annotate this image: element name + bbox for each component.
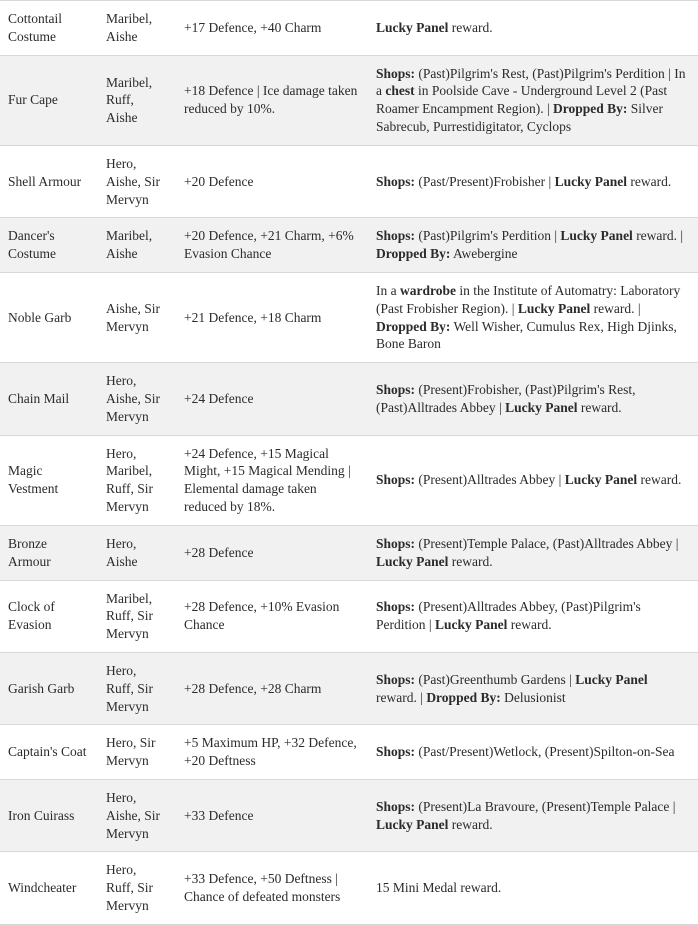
table-row	[0, 272, 698, 362]
notes-cell: Shops: (Past/Present)Frobisher | Lucky Panel reward.	[368, 145, 698, 217]
stats-cell: +5 Maximum HP, +32 Defence, +20 Deftness	[176, 725, 368, 780]
item-name-cell: Noble Garb	[0, 272, 98, 362]
equippable-by-cell: Maribel, Aishe	[98, 1, 176, 56]
stats-cell: +20 Defence, +21 Charm, +6% Evasion Chance	[176, 218, 368, 273]
equippable-by-cell: Hero, Aishe, Sir Mervyn	[98, 780, 176, 852]
equippable-by-cell: Hero, Aishe	[98, 525, 176, 580]
equipment-table-body	[0, 1, 698, 925]
stats-cell: +28 Defence	[176, 525, 368, 580]
equippable-by-cell: Hero, Sir Mervyn	[98, 725, 176, 780]
equippable-by-cell: Hero, Aishe, Sir Mervyn	[98, 145, 176, 217]
equippable-by-cell: Hero, Aishe, Sir Mervyn	[98, 363, 176, 435]
stats-cell: +28 Defence, +10% Evasion Chance	[176, 580, 368, 652]
table-row	[0, 725, 698, 780]
table-row	[0, 780, 698, 852]
stats-cell: +17 Defence, +40 Charm	[176, 1, 368, 56]
equippable-by-cell: Aishe, Sir Mervyn	[98, 272, 176, 362]
notes-cell: Shops: (Present)Frobisher, (Past)Pilgrim's Rest, (Past)Alltrades Abbey | Lucky Panel reward.	[368, 363, 698, 435]
table-row	[0, 852, 698, 924]
notes-cell: Shops: (Present)Alltrades Abbey | Lucky Panel reward.	[368, 435, 698, 525]
table-row	[0, 1, 698, 56]
stats-cell: +20 Defence	[176, 145, 368, 217]
notes-cell: 15 Mini Medal reward.	[368, 852, 698, 924]
notes-cell: Shops: (Past)Pilgrim's Perdition | Lucky Panel reward. | Dropped By: Awebergine	[368, 218, 698, 273]
item-name-cell: Shell Armour	[0, 145, 98, 217]
notes-cell: Shops: (Past)Pilgrim's Rest, (Past)Pilgrim's Perdition | In a chest in Poolside Cave - Underground Level 2 (Past Roamer Encampment Region). | Dropped By: Silver Sabrecub, Purrestidigitator, Cyclops	[368, 55, 698, 145]
stats-cell: +28 Defence, +28 Charm	[176, 652, 368, 724]
table-row	[0, 218, 698, 273]
item-name-cell: Chain Mail	[0, 363, 98, 435]
stats-cell: +33 Defence	[176, 780, 368, 852]
item-name-cell: Fur Cape	[0, 55, 98, 145]
notes-cell: Shops: (Past/Present)Wetlock, (Present)Spilton-on-Sea	[368, 725, 698, 780]
item-name-cell: Magic Vestment	[0, 435, 98, 525]
item-name-cell: Clock of Evasion	[0, 580, 98, 652]
equippable-by-cell: Hero, Ruff, Sir Mervyn	[98, 852, 176, 924]
item-name-cell: Iron Cuirass	[0, 780, 98, 852]
item-name-cell: Cottontail Costume	[0, 1, 98, 56]
stats-cell: +33 Defence, +50 Deftness | Chance of defeated monsters	[176, 852, 368, 924]
stats-cell: +18 Defence | Ice damage taken reduced by 10%.	[176, 55, 368, 145]
equippable-by-cell: Hero, Ruff, Sir Mervyn	[98, 652, 176, 724]
table-row	[0, 55, 698, 145]
stats-cell: +24 Defence, +15 Magical Might, +15 Magical Mending | Elemental damage taken reduced by 18%.	[176, 435, 368, 525]
table-row	[0, 525, 698, 580]
table-row	[0, 363, 698, 435]
item-name-cell: Bronze Armour	[0, 525, 98, 580]
stats-cell: +21 Defence, +18 Charm	[176, 272, 368, 362]
equippable-by-cell: Maribel, Aishe	[98, 218, 176, 273]
item-name-cell: Garish Garb	[0, 652, 98, 724]
notes-cell: Shops: (Present)Alltrades Abbey, (Past)Pilgrim's Perdition | Lucky Panel reward.	[368, 580, 698, 652]
notes-cell: Lucky Panel reward.	[368, 1, 698, 56]
stats-cell: +24 Defence	[176, 363, 368, 435]
equippable-by-cell: Hero, Maribel, Ruff, Sir Mervyn	[98, 435, 176, 525]
item-name-cell: Captain's Coat	[0, 725, 98, 780]
table-row	[0, 580, 698, 652]
notes-cell: Shops: (Present)Temple Palace, (Past)Alltrades Abbey | Lucky Panel reward.	[368, 525, 698, 580]
equippable-by-cell: Maribel, Ruff, Sir Mervyn	[98, 580, 176, 652]
notes-cell: Shops: (Present)La Bravoure, (Present)Temple Palace | Lucky Panel reward.	[368, 780, 698, 852]
table-row	[0, 145, 698, 217]
item-name-cell: Windcheater	[0, 852, 98, 924]
notes-cell: In a wardrobe in the Institute of Automatry: Laboratory (Past Frobisher Region). | Lucky Panel reward. | Dropped By: Well Wisher, Cumulus Rex, High Djinks, Bone Baron	[368, 272, 698, 362]
notes-cell: Shops: (Past)Greenthumb Gardens | Lucky Panel reward. | Dropped By: Delusionist	[368, 652, 698, 724]
item-name-cell: Dancer's Costume	[0, 218, 98, 273]
equippable-by-cell: Maribel, Ruff, Aishe	[98, 55, 176, 145]
table-row	[0, 652, 698, 724]
table-row	[0, 435, 698, 525]
